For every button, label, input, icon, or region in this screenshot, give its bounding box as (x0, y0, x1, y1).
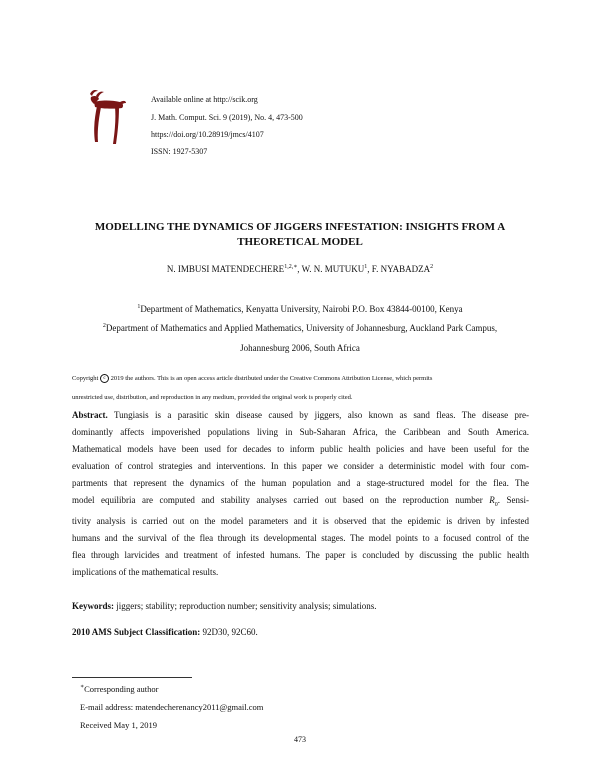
affiliation-2-sup: 2 (102, 323, 106, 329)
abstract-line-5: partments that represent the dynamics of the human population and a stage-structured model for the flea. The (72, 477, 529, 488)
abstract-line-6-end: . Sensi- (497, 494, 530, 505)
paper-title (30, 220, 570, 250)
author-1-sup: 1,2,∗ (284, 264, 298, 270)
copyright-symbol: c (100, 374, 109, 383)
author-2: , W. N. MUTUKU (297, 264, 365, 274)
reproduction-number-symbol: R (489, 494, 495, 505)
page-number: 473 (294, 735, 306, 744)
ams-label: 2010 AMS Subject Classification: (72, 627, 201, 637)
reproduction-number-subscript: 0 (494, 501, 498, 508)
header-issn: ISSN: 1927-5307 (151, 147, 208, 156)
affiliation-2-line-2: Johannesburg 2006, South Africa (240, 343, 360, 353)
abstract-line-9: flea through larvicides and treatment of infested humans. The paper is concluded by discussing the public health (72, 550, 529, 561)
abstract (72, 407, 529, 581)
abstract-line-6 (72, 492, 529, 514)
abstract-line-10: implications of the mathematical results. (72, 566, 219, 577)
keywords-text: jiggers; stability; reproduction number; sensitivity analysis; simulations. (114, 601, 377, 611)
abstract-line-8: humans and the survival of the flea through its developmental stages. The model points to a focused control of the (72, 533, 529, 544)
affiliation-1-text: Department of Mathematics, Kenyatta University, Nairobi P.O. Box 43844-00100, Kenya (140, 304, 463, 314)
abstract-label: Abstract. (72, 410, 108, 420)
affiliation-2 (30, 322, 570, 334)
author-3-sup: 2 (430, 264, 434, 270)
keywords-label: Keywords: (72, 601, 114, 611)
author-3: , F. NYABADZA (367, 264, 431, 274)
copyright-text: 2019 the authors. This is an open access article distributed under the Creative Commons Attribution License, which permits (110, 375, 433, 382)
abstract-line-3: Mathematical models have been used for decades to inform public health policies and have been useful for the (72, 443, 529, 454)
authors (30, 263, 570, 275)
affiliation-1-sup: 1 (137, 304, 141, 310)
author-2-sup: 1 (364, 264, 368, 270)
header-available: Available online at http://scik.org (151, 95, 258, 104)
abstract-line-2: dominantly affects impoverished populations living in Sub-Saharan Africa, the Caribbean and South America. (72, 426, 529, 437)
abstract-line-6-text: model equilibria are computed and stability analyses carried out based on the reproduction number (72, 494, 490, 505)
title-line-2: THEORETICAL MODEL (237, 236, 363, 248)
footnote-email[interactable]: E-mail address: matendecherenancy2011@gmail.com (80, 702, 264, 712)
footnote-rule (72, 677, 192, 678)
header-doi[interactable]: https://doi.org/10.28919/jmcs/4107 (151, 130, 264, 139)
header-journal: J. Math. Comput. Sci. 9 (2019), No. 4, 473-500 (151, 113, 303, 122)
journal-logo-icon (82, 88, 128, 148)
footnote-corresponding-text: Corresponding author (84, 684, 159, 694)
ams-text: 92D30, 92C60. (200, 627, 258, 637)
author-1: N. IMBUSI MATENDECHERE (166, 264, 285, 274)
copyright-line-2: unrestricted use, distribution, and reproduction in any medium, provided the original work is properly cited. (72, 394, 353, 401)
ams-classification (72, 626, 258, 638)
abstract-line-7: tivity analysis is carried out on the model parameters and it is observed that the epidemic is driven by infested (72, 516, 529, 527)
copyright-line-1 (72, 374, 532, 383)
keywords (72, 600, 376, 612)
abstract-line-1-text: Tungiasis is a parasitic skin disease caused by jiggers, also known as sand fleas. The disease pre- (113, 410, 529, 420)
footnote-corresponding (80, 684, 158, 695)
title-line-1: MODELLING THE DYNAMICS OF JIGGERS INFESTATION: INSIGHTS FROM A (94, 221, 506, 233)
footnote-corresponding-sup: ∗ (80, 684, 85, 691)
footnote-received: Received May 1, 2019 (80, 720, 157, 730)
affiliation-2-text: Department of Mathematics and Applied Mathematics, University of Johannesburg, Auckland Park Campus, (105, 323, 498, 333)
affiliation-1 (30, 303, 570, 315)
abstract-line-1 (72, 407, 529, 424)
copyright-label: Copyright (72, 375, 99, 382)
abstract-line-4: evaluation of control strategies and interventions. In this paper we consider a deterministic model with four com- (72, 460, 529, 471)
